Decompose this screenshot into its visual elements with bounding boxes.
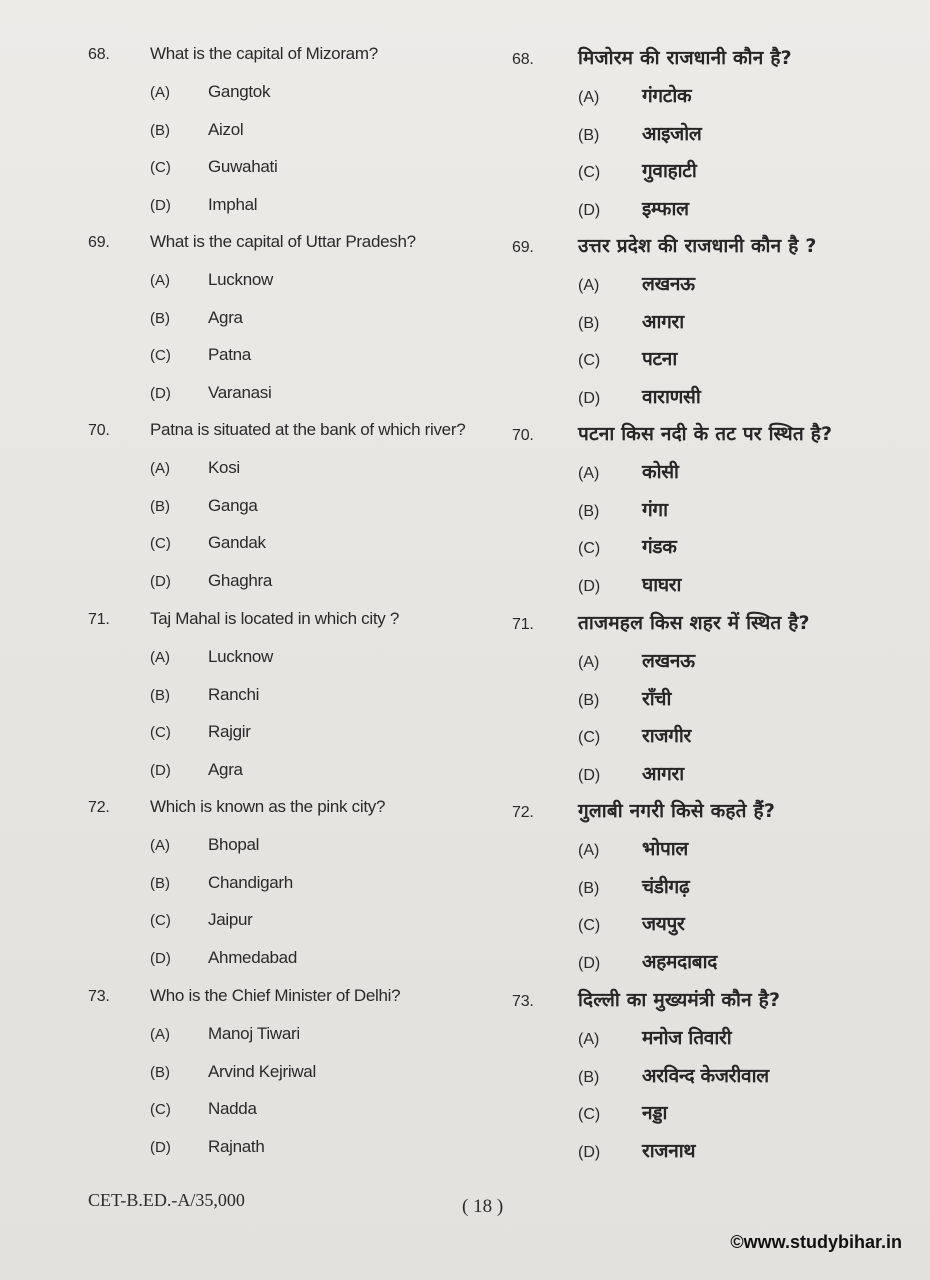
option-text: Agra: [208, 759, 243, 779]
option-text: Arvind Kejriwal: [208, 1061, 316, 1081]
option-text: Lucknow: [208, 270, 273, 289]
question-block: [512, 797, 912, 985]
question-text: What is the capital of Mizoram?: [150, 44, 378, 63]
option-row: [150, 873, 508, 911]
question-block: [88, 609, 508, 797]
option-row: [150, 157, 508, 195]
option-row: [150, 383, 508, 421]
option-text: जयपुर: [642, 913, 685, 936]
option-label: (C): [150, 1101, 171, 1119]
option-text: वाराणसी: [642, 385, 701, 408]
option-text: Chandigarh: [208, 872, 293, 892]
question-number: 71.: [512, 616, 534, 633]
question-number: 68.: [512, 51, 534, 68]
option-label: (D): [578, 577, 601, 595]
option-row: [578, 1099, 912, 1137]
question-number: 73.: [512, 993, 534, 1010]
option-text: Rajnath: [208, 1136, 265, 1156]
option-label: (C): [150, 535, 171, 553]
option-text: कोसी: [642, 461, 679, 483]
option-text: मनोज तिवारी: [642, 1027, 732, 1049]
question-block: [88, 797, 508, 985]
option-text: आइजोल: [642, 122, 702, 145]
option-text: Lucknow: [208, 647, 273, 666]
option-label: (A): [578, 842, 600, 859]
option-label: (D): [578, 766, 601, 784]
question-block: [512, 609, 912, 797]
hindi-column: [512, 0, 912, 1180]
option-label: (C): [578, 164, 601, 182]
option-row: [578, 270, 912, 308]
option-label: (B): [578, 1068, 600, 1086]
english-column: [88, 0, 508, 1180]
option-row: [578, 458, 912, 496]
question-number: 72.: [88, 799, 110, 816]
option-label: (C): [150, 724, 171, 742]
question-number: 72.: [512, 804, 534, 821]
option-row: [578, 571, 912, 609]
option-label: (B): [578, 126, 600, 144]
question-block: [512, 986, 912, 1174]
option-text: आगरा: [642, 310, 684, 333]
option-label: (C): [578, 1106, 601, 1124]
option-text: इम्फाल: [642, 197, 689, 220]
option-text: Varanasi: [208, 382, 272, 402]
option-label: (B): [150, 686, 170, 704]
question-text: Taj Mahal is located in which city ?: [150, 609, 400, 628]
option-label: (D): [150, 949, 171, 967]
option-label: (D): [150, 1138, 171, 1156]
option-row: [578, 308, 912, 346]
option-text: अहमदाबाद: [642, 950, 718, 973]
option-label: (D): [150, 196, 171, 214]
option-text: राँची: [642, 687, 672, 710]
option-row: [578, 647, 912, 685]
question-number: 70.: [88, 422, 110, 439]
option-row: [150, 1024, 508, 1062]
watermark: ©www.studybihar.in: [730, 1232, 902, 1252]
option-row: [578, 82, 912, 120]
question-block: [512, 232, 912, 420]
option-row: [578, 685, 912, 723]
option-text: भोपाल: [642, 838, 688, 860]
option-row: [150, 571, 508, 609]
option-row: [578, 835, 912, 873]
option-text: Guwahati: [208, 157, 278, 177]
option-row: [578, 195, 912, 233]
option-row: [150, 1137, 508, 1175]
option-label: (C): [578, 729, 601, 747]
option-label: (C): [150, 912, 171, 930]
option-row: [578, 722, 912, 760]
option-text: गुवाहाटी: [642, 160, 697, 183]
question-text: गुलाबी नगरी किसे कहते हैं?: [578, 800, 776, 822]
option-label: (C): [578, 352, 601, 370]
option-text: Nadda: [208, 1099, 257, 1119]
option-text: Ganga: [208, 495, 258, 515]
option-text: Ghaghra: [208, 570, 273, 590]
option-label: (B): [150, 874, 170, 892]
option-label: (C): [150, 159, 171, 177]
option-row: [578, 1062, 912, 1100]
option-label: (A): [150, 84, 170, 101]
option-label: (D): [578, 389, 601, 407]
option-row: [150, 533, 508, 571]
question-block: [512, 420, 912, 608]
question-number: 71.: [88, 611, 110, 628]
option-label: (D): [578, 1143, 601, 1161]
option-text: Patna: [208, 345, 251, 365]
option-row: [578, 120, 912, 158]
option-label: (C): [578, 917, 601, 935]
option-text: Imphal: [208, 194, 258, 214]
question-block: [88, 232, 508, 420]
exam-code: CET-B.ED.-A/35,000: [88, 1190, 245, 1210]
option-text: Aizol: [208, 119, 244, 139]
option-text: Agra: [208, 307, 243, 327]
option-label: (D): [150, 761, 171, 779]
option-label: (D): [578, 954, 601, 972]
question-text: What is the capital of Uttar Pradesh?: [150, 232, 416, 251]
option-row: [578, 910, 912, 948]
option-text: पटना: [642, 348, 677, 371]
option-text: Rajgir: [208, 722, 251, 742]
option-label: (D): [578, 201, 601, 219]
option-label: (A): [578, 465, 600, 482]
option-label: (D): [150, 384, 171, 402]
option-text: Jaipur: [208, 910, 253, 930]
option-text: आगरा: [642, 762, 684, 785]
option-text: लखनऊ: [642, 650, 695, 672]
option-label: (A): [150, 837, 170, 854]
question-text: ताजमहल किस शहर में स्थित है?: [578, 612, 810, 634]
option-label: (A): [150, 272, 170, 289]
option-row: [578, 760, 912, 798]
option-label: (B): [150, 1063, 170, 1081]
option-text: गंगटोक: [642, 85, 692, 107]
option-label: (A): [150, 460, 170, 477]
option-label: (C): [150, 347, 171, 365]
option-label: (B): [150, 309, 170, 327]
question-text: Who is the Chief Minister of Delhi?: [150, 986, 401, 1005]
option-row: [150, 308, 508, 346]
option-text: Kosi: [208, 458, 240, 477]
option-row: [150, 345, 508, 383]
option-row: [150, 685, 508, 723]
option-text: Gandak: [208, 533, 266, 553]
option-row: [578, 1024, 912, 1062]
option-text: घाघरा: [642, 573, 682, 596]
option-text: अरविन्द केजरीवाल: [642, 1064, 769, 1087]
option-label: (A): [150, 1026, 170, 1043]
option-text: Ranchi: [208, 684, 260, 704]
option-row: [150, 195, 508, 233]
option-row: [150, 270, 508, 308]
option-row: [150, 910, 508, 948]
question-block: [512, 44, 912, 232]
option-row: [578, 345, 912, 383]
option-label: (B): [578, 879, 600, 897]
option-text: Ahmedabad: [208, 947, 297, 967]
option-label: (A): [578, 89, 600, 106]
question-text: दिल्ली का मुख्यमंत्री कौन है?: [578, 989, 781, 1011]
option-row: [150, 496, 508, 534]
question-text: मिजोरम की राजधानी कौन है?: [578, 47, 792, 69]
option-row: [150, 1062, 508, 1100]
option-row: [578, 157, 912, 195]
page-number: ( 18 ): [462, 1196, 504, 1217]
option-row: [150, 1099, 508, 1137]
question-number: 73.: [88, 988, 110, 1005]
option-text: गंगा: [642, 498, 668, 521]
question-number: 68.: [88, 46, 110, 63]
option-text: लखनऊ: [642, 273, 695, 295]
option-label: (A): [150, 649, 170, 666]
option-row: [578, 873, 912, 911]
question-number: 70.: [512, 427, 534, 444]
option-text: चंडीगढ़: [642, 875, 690, 898]
question-block: [88, 420, 508, 608]
option-text: Bhopal: [208, 835, 260, 854]
option-text: नड्डा: [642, 1102, 668, 1125]
option-label: (B): [578, 691, 600, 709]
option-label: (C): [578, 540, 601, 558]
option-text: राजनाथ: [642, 1139, 696, 1162]
question-text: Patna is situated at the bank of which river?: [150, 420, 466, 439]
question-text: उत्तर प्रदेश की राजधानी कौन है ?: [578, 235, 817, 257]
question-text: पटना किस नदी के तट पर स्थित है?: [578, 423, 833, 445]
option-row: [150, 722, 508, 760]
option-label: (B): [578, 502, 600, 520]
option-text: Gangtok: [208, 82, 271, 101]
option-label: (A): [578, 654, 600, 671]
option-row: [578, 948, 912, 986]
question-number: 69.: [88, 234, 110, 251]
option-label: (D): [150, 572, 171, 590]
option-text: गंडक: [642, 536, 677, 559]
option-text: Manoj Tiwari: [208, 1024, 300, 1043]
option-row: [150, 82, 508, 120]
option-row: [150, 458, 508, 496]
option-label: (B): [150, 121, 170, 139]
option-label: (A): [578, 1031, 600, 1048]
question-number: 69.: [512, 239, 534, 256]
option-row: [150, 760, 508, 798]
question-block: [88, 44, 508, 232]
option-label: (B): [150, 497, 170, 515]
question-block: [88, 986, 508, 1174]
option-row: [150, 835, 508, 873]
option-row: [578, 1137, 912, 1175]
option-row: [578, 383, 912, 421]
option-row: [150, 120, 508, 158]
option-row: [150, 647, 508, 685]
option-label: (A): [578, 277, 600, 294]
option-label: (B): [578, 314, 600, 332]
option-row: [578, 496, 912, 534]
option-row: [150, 948, 508, 986]
option-text: राजगीर: [642, 725, 691, 748]
option-row: [578, 533, 912, 571]
question-text: Which is known as the pink city?: [150, 797, 386, 816]
